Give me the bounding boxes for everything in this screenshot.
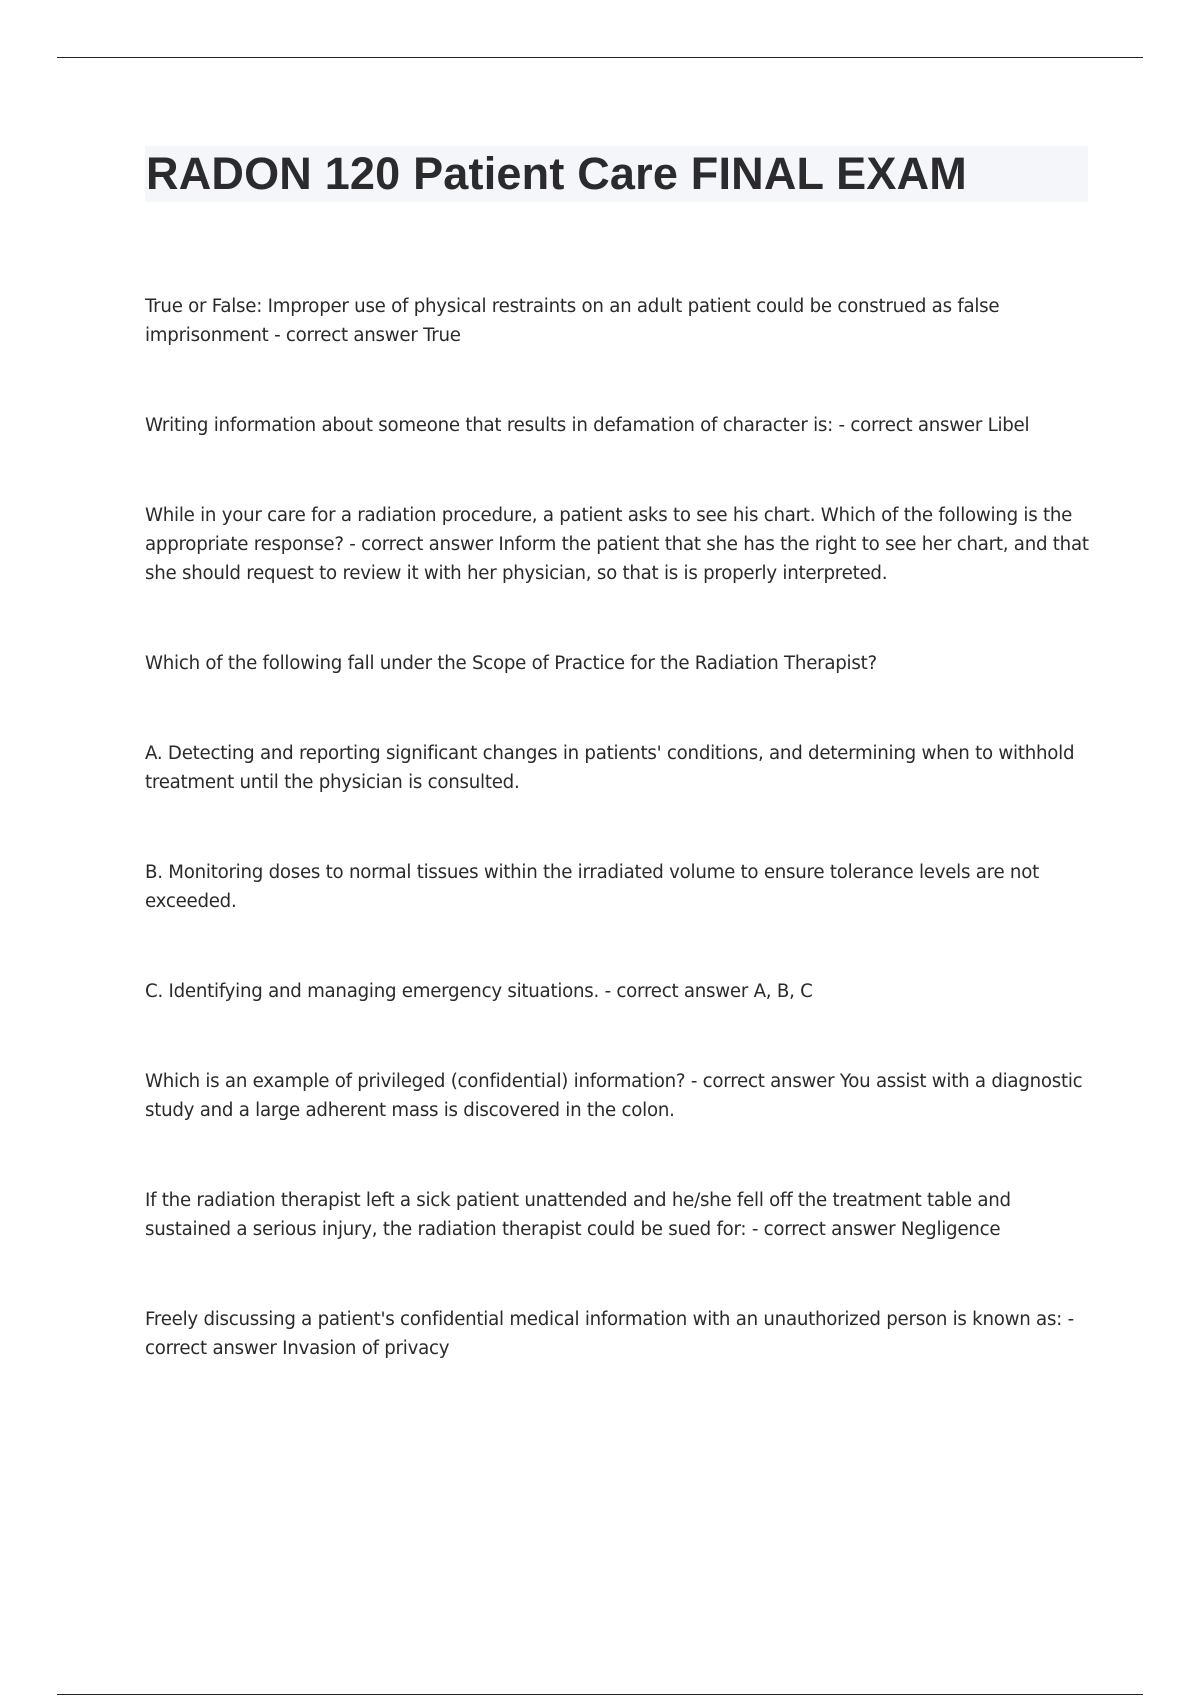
bottom-rule — [57, 1694, 1143, 1695]
option-paragraph: A. Detecting and reporting significant changes in patients' conditions, and determining when to withhold treatment until the physician is consulted. — [145, 743, 1075, 793]
document-body — [145, 292, 1095, 1424]
option-paragraph: B. Monitoring doses to normal tissues within the irradiated volume to ensure tolerance levels are not exceeded. — [145, 862, 1039, 912]
question-paragraph: Freely discussing a patient's confidential medical information with an unauthorized person is known as: - correct answer Invasion of privacy — [145, 1309, 1074, 1359]
question-paragraph: Which of the following fall under the Scope of Practice for the Radiation Therapist? — [145, 653, 877, 674]
document-title: RADON 120 Patient Care FINAL EXAM — [146, 148, 967, 199]
question-paragraph: Writing information about someone that results in defamation of character is: - correct answer Libel — [145, 415, 1030, 436]
question-paragraph: True or False: Improper use of physical restraints on an adult patient could be construed as false imprisonment - correct answer True — [145, 296, 1000, 346]
top-rule — [57, 57, 1143, 58]
question-paragraph: Which is an example of privileged (confidential) information? - correct answer You assist with a diagnostic study and a large adherent mass is discovered in the colon. — [145, 1071, 1083, 1121]
question-paragraph: If the radiation therapist left a sick patient unattended and he/she fell off the treatment table and sustained a serious injury, the radiation therapist could be sued for: - correct answer Negligence — [145, 1190, 1011, 1240]
option-paragraph: C. Identifying and managing emergency situations. - correct answer A, B, C — [145, 981, 813, 1002]
question-paragraph: While in your care for a radiation procedure, a patient asks to see his chart. Which of the following is the appropriate response? - correct answer Inform the patient that she has the right to see her chart, and that she should request to review it with her physician, so that is is properly interpreted. — [145, 505, 1089, 584]
